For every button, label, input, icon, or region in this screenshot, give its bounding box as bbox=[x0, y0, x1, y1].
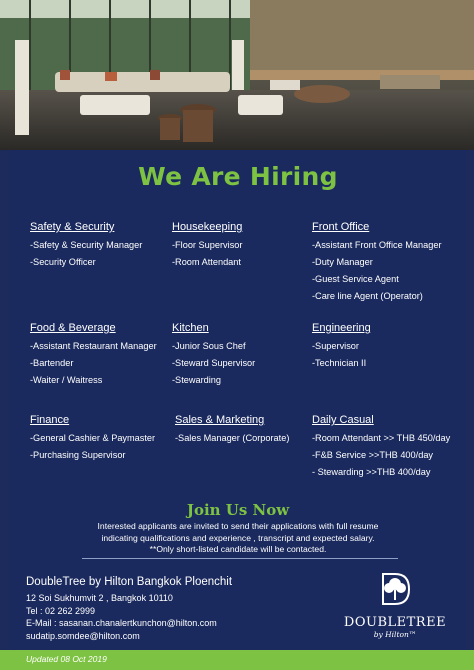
job-item: -Junior Sous Chef bbox=[172, 341, 246, 351]
job-item: -General Cashier & Paymaster bbox=[30, 433, 156, 443]
divider bbox=[82, 558, 398, 559]
doubletree-emblem-icon bbox=[375, 570, 415, 608]
dept-daily-casual bbox=[312, 413, 450, 481]
dept-title: Sales & Marketing bbox=[175, 414, 265, 426]
dept-safety-security bbox=[30, 220, 142, 271]
join-us-title: Join Us Now bbox=[186, 501, 290, 519]
job-item: - Stewarding >>THB 400/day bbox=[312, 467, 431, 477]
hotel-phone: Tel : 02 262 2999 bbox=[26, 605, 96, 616]
dept-title: Engineering bbox=[312, 322, 371, 334]
job-item: -Supervisor bbox=[312, 341, 359, 351]
hotel-address: 12 Soi Sukhumvit 2 , Bangkok 10110 bbox=[26, 593, 173, 603]
job-item: -Floor Supervisor bbox=[172, 240, 243, 250]
dept-title: Safety & Security bbox=[30, 221, 115, 233]
logo-brand: DOUBLETREE bbox=[343, 615, 447, 630]
application-instructions bbox=[40, 521, 436, 556]
dept-title: Finance bbox=[30, 414, 70, 426]
updated-date: Updated 08 Oct 2019 bbox=[26, 654, 107, 664]
job-item: -Purchasing Supervisor bbox=[30, 450, 126, 460]
job-item: -Duty Manager bbox=[312, 257, 373, 267]
dept-housekeeping bbox=[172, 220, 242, 271]
lobby-illustration bbox=[0, 0, 474, 150]
instruction-line: indicating qualifications and experience , transcript and expected salary. bbox=[101, 532, 375, 543]
job-item: -Steward Supervisor bbox=[172, 358, 256, 368]
contact-block bbox=[26, 575, 232, 642]
job-item: -Security Officer bbox=[30, 257, 96, 267]
dept-food-beverage bbox=[30, 321, 157, 389]
job-item: -Sales Manager (Corporate) bbox=[175, 433, 290, 443]
job-item: -Waiter / Waitress bbox=[30, 375, 103, 385]
job-item: -Assistant Front Office Manager bbox=[312, 240, 442, 250]
dept-title: Housekeeping bbox=[172, 221, 243, 233]
contact-email[interactable]: E-Mail : sasanan.chanalertkunchon@hilton.com bbox=[26, 618, 217, 628]
job-item: -Room Attendant >> THB 450/day bbox=[312, 433, 451, 443]
dept-engineering bbox=[312, 321, 371, 372]
job-item: -Assistant Restaurant Manager bbox=[30, 341, 157, 351]
dept-title: Food & Beverage bbox=[30, 322, 116, 334]
dept-kitchen bbox=[172, 321, 255, 389]
dept-title: Front Office bbox=[312, 221, 370, 233]
job-item: -Bartender bbox=[30, 358, 74, 368]
contact-email-secondary[interactable]: sudatip.somdee@hilton.com bbox=[26, 630, 140, 641]
job-item: -Technician II bbox=[312, 358, 367, 368]
dept-title: Kitchen bbox=[172, 322, 209, 334]
job-item: -Safety & Security Manager bbox=[30, 240, 143, 250]
instruction-line: **Only short-listed candidate will be contacted. bbox=[149, 544, 327, 554]
hiring-poster bbox=[10, 150, 466, 650]
headline: We Are Hiring bbox=[138, 162, 338, 191]
dept-sales-marketing bbox=[175, 413, 289, 447]
logo-subtitle: by Hilton™ bbox=[373, 630, 417, 639]
dept-title: Daily Casual bbox=[312, 414, 374, 426]
dept-front-office bbox=[312, 220, 442, 305]
hotel-name: DoubleTree by Hilton Bangkok Ploenchit bbox=[26, 576, 233, 588]
instruction-line: Interested applicants are invited to send their applications with full resume bbox=[97, 521, 379, 531]
job-item: -Room Attendant bbox=[172, 257, 241, 267]
footer-bar bbox=[0, 650, 474, 670]
doubletree-logo bbox=[340, 570, 450, 645]
job-item: -Stewarding bbox=[172, 375, 222, 385]
job-item: -F&B Service >>THB 400/day bbox=[312, 450, 434, 460]
lobby-photo bbox=[0, 0, 474, 150]
dept-finance bbox=[30, 413, 155, 464]
job-item: -Guest Service Agent bbox=[312, 274, 399, 284]
job-item: -Care line Agent (Operator) bbox=[312, 291, 423, 301]
